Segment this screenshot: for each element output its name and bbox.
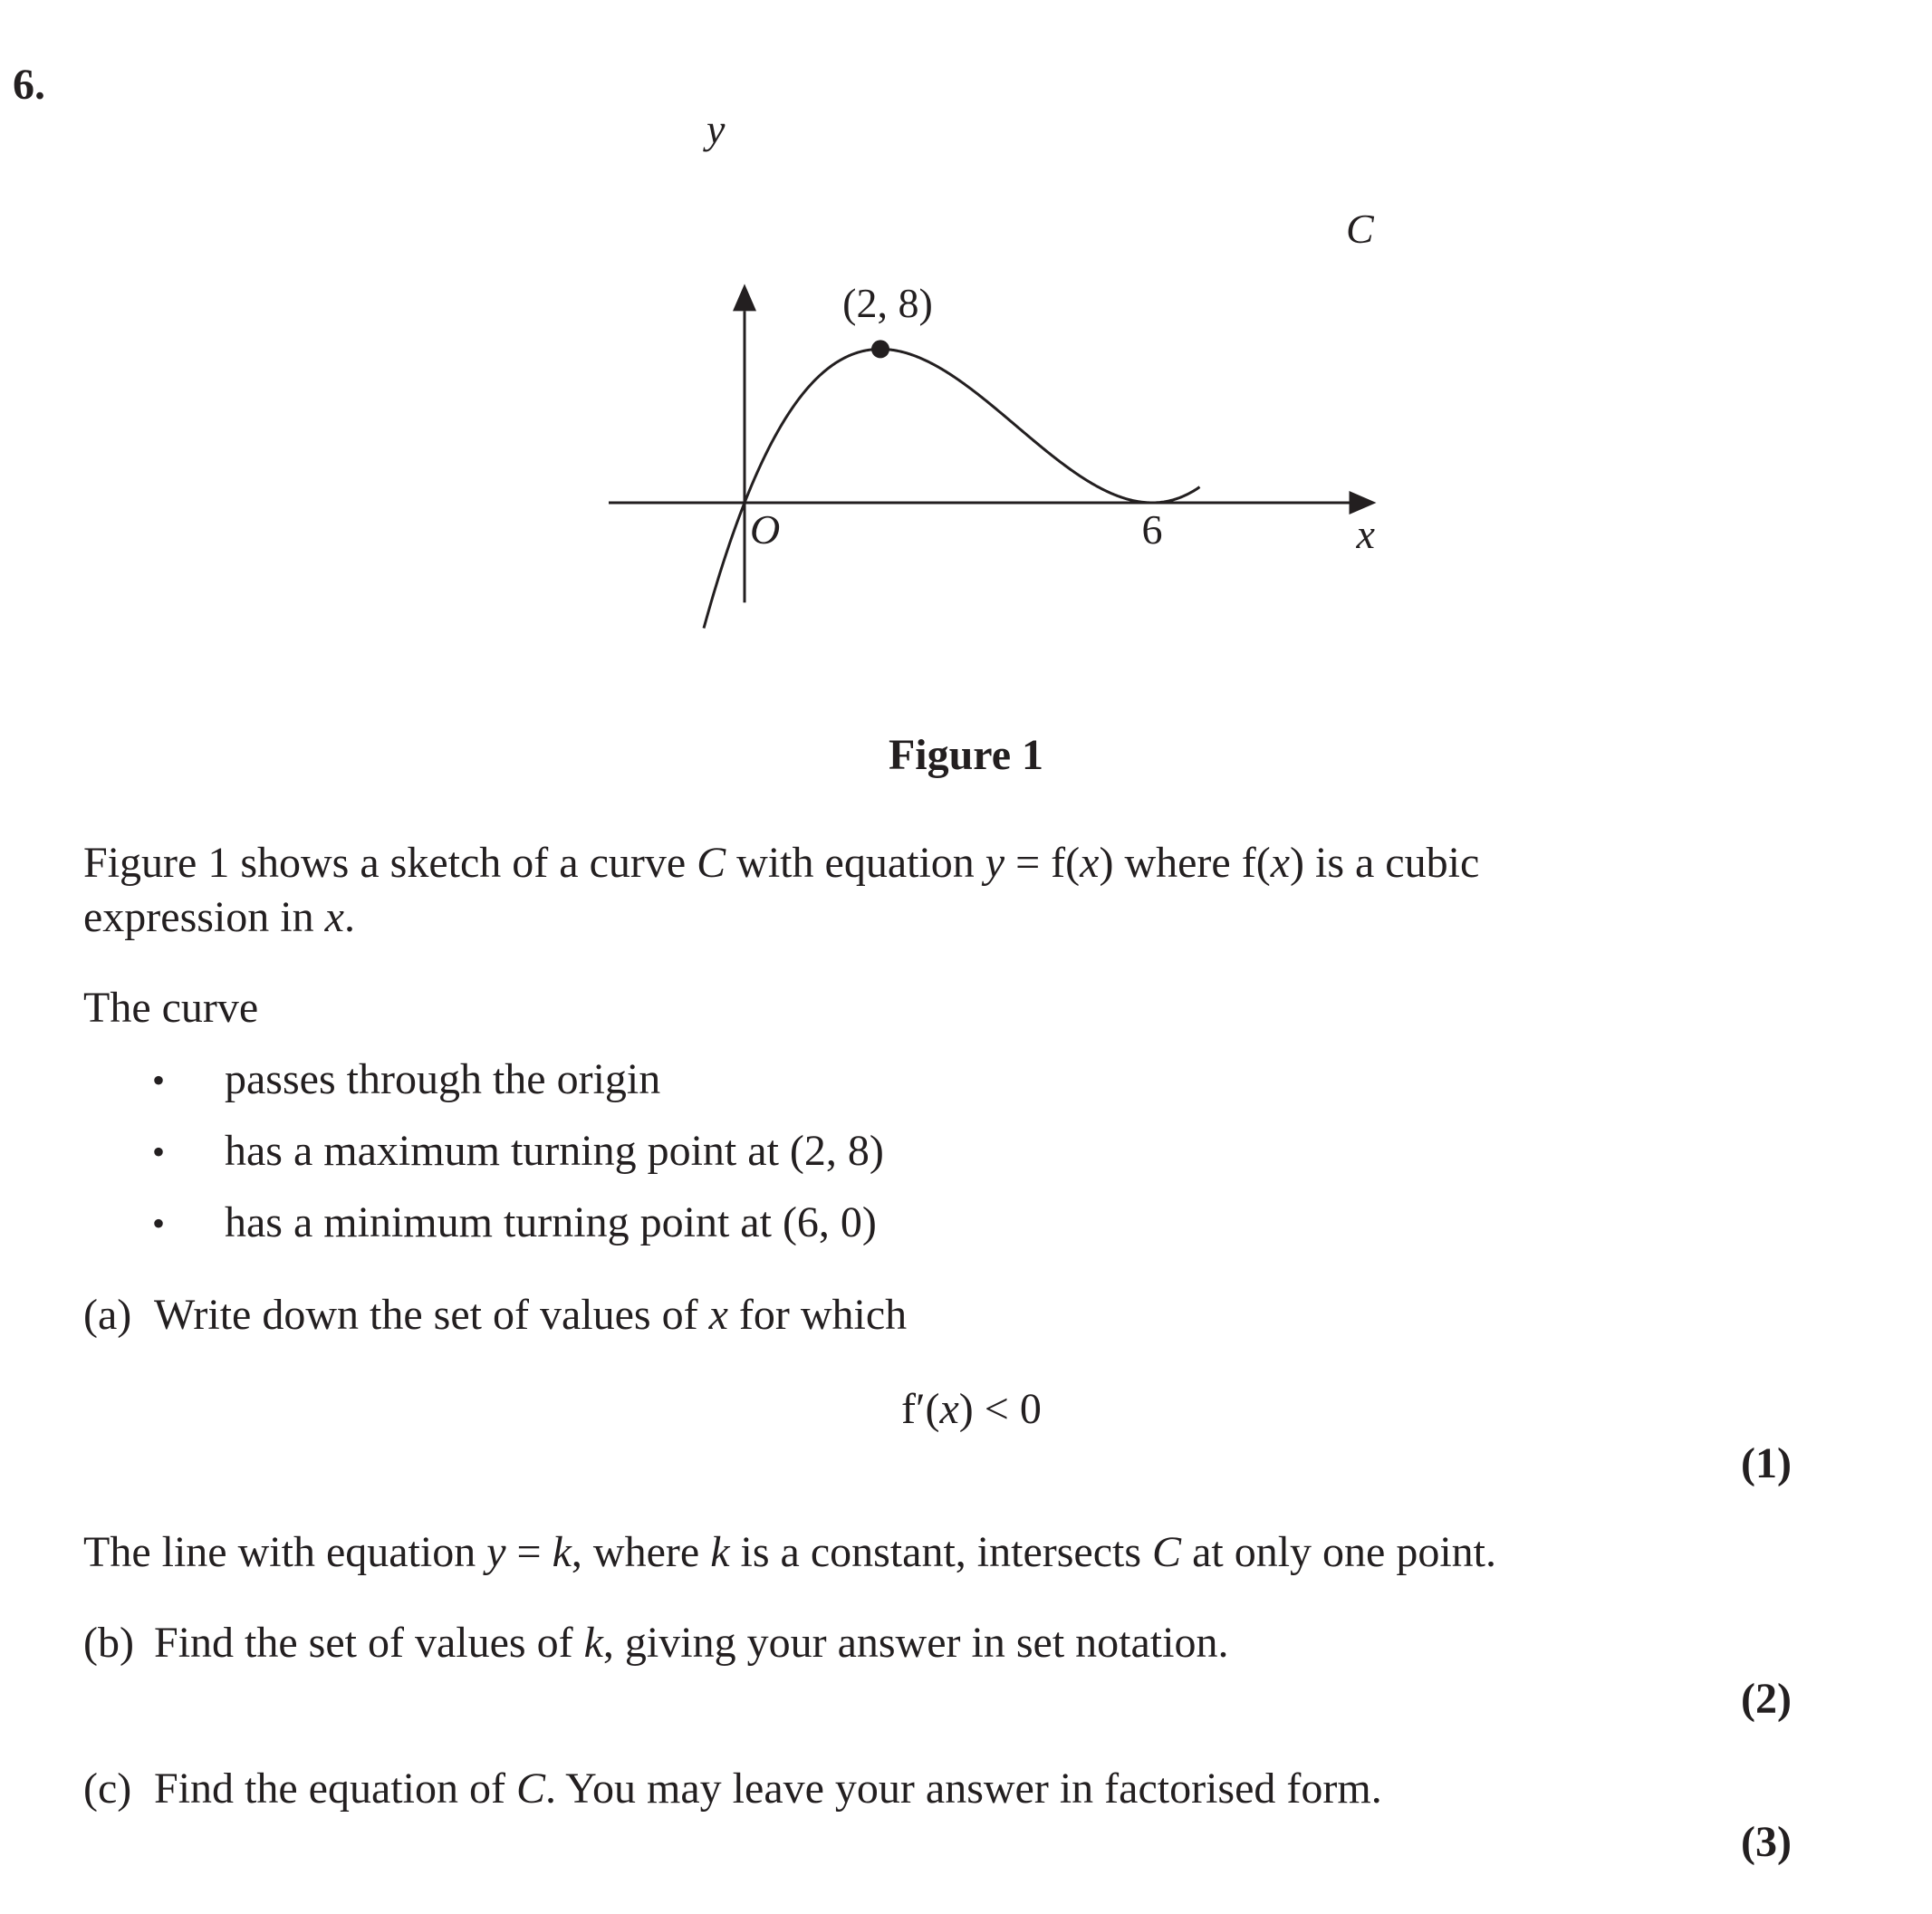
bullet-3-text: has a minimum turning point at (6, 0) <box>225 1198 877 1246</box>
origin-label: O <box>750 506 781 553</box>
curve-label: C <box>1346 206 1374 252</box>
x-axis-label: x <box>1356 511 1375 557</box>
figure-1-graph <box>0 0 1932 779</box>
x-tick-label-6: 6 <box>1141 506 1163 553</box>
part-a-label: (a) <box>83 1291 132 1339</box>
intro-line-1: Figure 1 shows a sketch of a curve C with equation y = f(x) where f(x) is a cubic <box>83 839 1480 887</box>
bullet-1-dot: • <box>152 1060 166 1101</box>
marks-part-b: (2) <box>1741 1675 1792 1723</box>
y-axis-label: y <box>706 106 726 152</box>
maximum-point-label: (2, 8) <box>842 280 933 326</box>
marks-part-a: (1) <box>1741 1439 1792 1487</box>
question-number: 6. <box>13 61 45 109</box>
bullet-2-dot: • <box>152 1131 166 1172</box>
bullet-2-text: has a maximum turning point at (2, 8) <box>225 1127 884 1175</box>
part-b-text: Find the set of values of k, giving your answer in set notation. <box>154 1619 1229 1667</box>
part-a-inequality: f′(x) < 0 <box>901 1385 1042 1433</box>
y-axis-arrowhead <box>733 284 756 311</box>
marks-part-c: (3) <box>1741 1818 1792 1866</box>
curve-c <box>704 349 1200 628</box>
intro-line-2: expression in x. <box>83 893 355 941</box>
maximum-point-marker <box>871 340 889 358</box>
part-c-label: (c) <box>83 1765 132 1813</box>
figure-caption: Figure 1 <box>888 731 1044 779</box>
bullet-1-text: passes through the origin <box>225 1055 661 1103</box>
part-b-label: (b) <box>83 1619 134 1667</box>
the-curve-heading: The curve <box>83 984 259 1032</box>
part-c-text: Find the equation of C. You may leave your answer in factorised form. <box>154 1765 1382 1813</box>
bullet-3-dot: • <box>152 1203 166 1244</box>
part-a-text: Write down the set of values of x for which <box>154 1291 908 1339</box>
line-statement: The line with equation y = k, where k is a constant, intersects C at only one point. <box>83 1528 1497 1576</box>
